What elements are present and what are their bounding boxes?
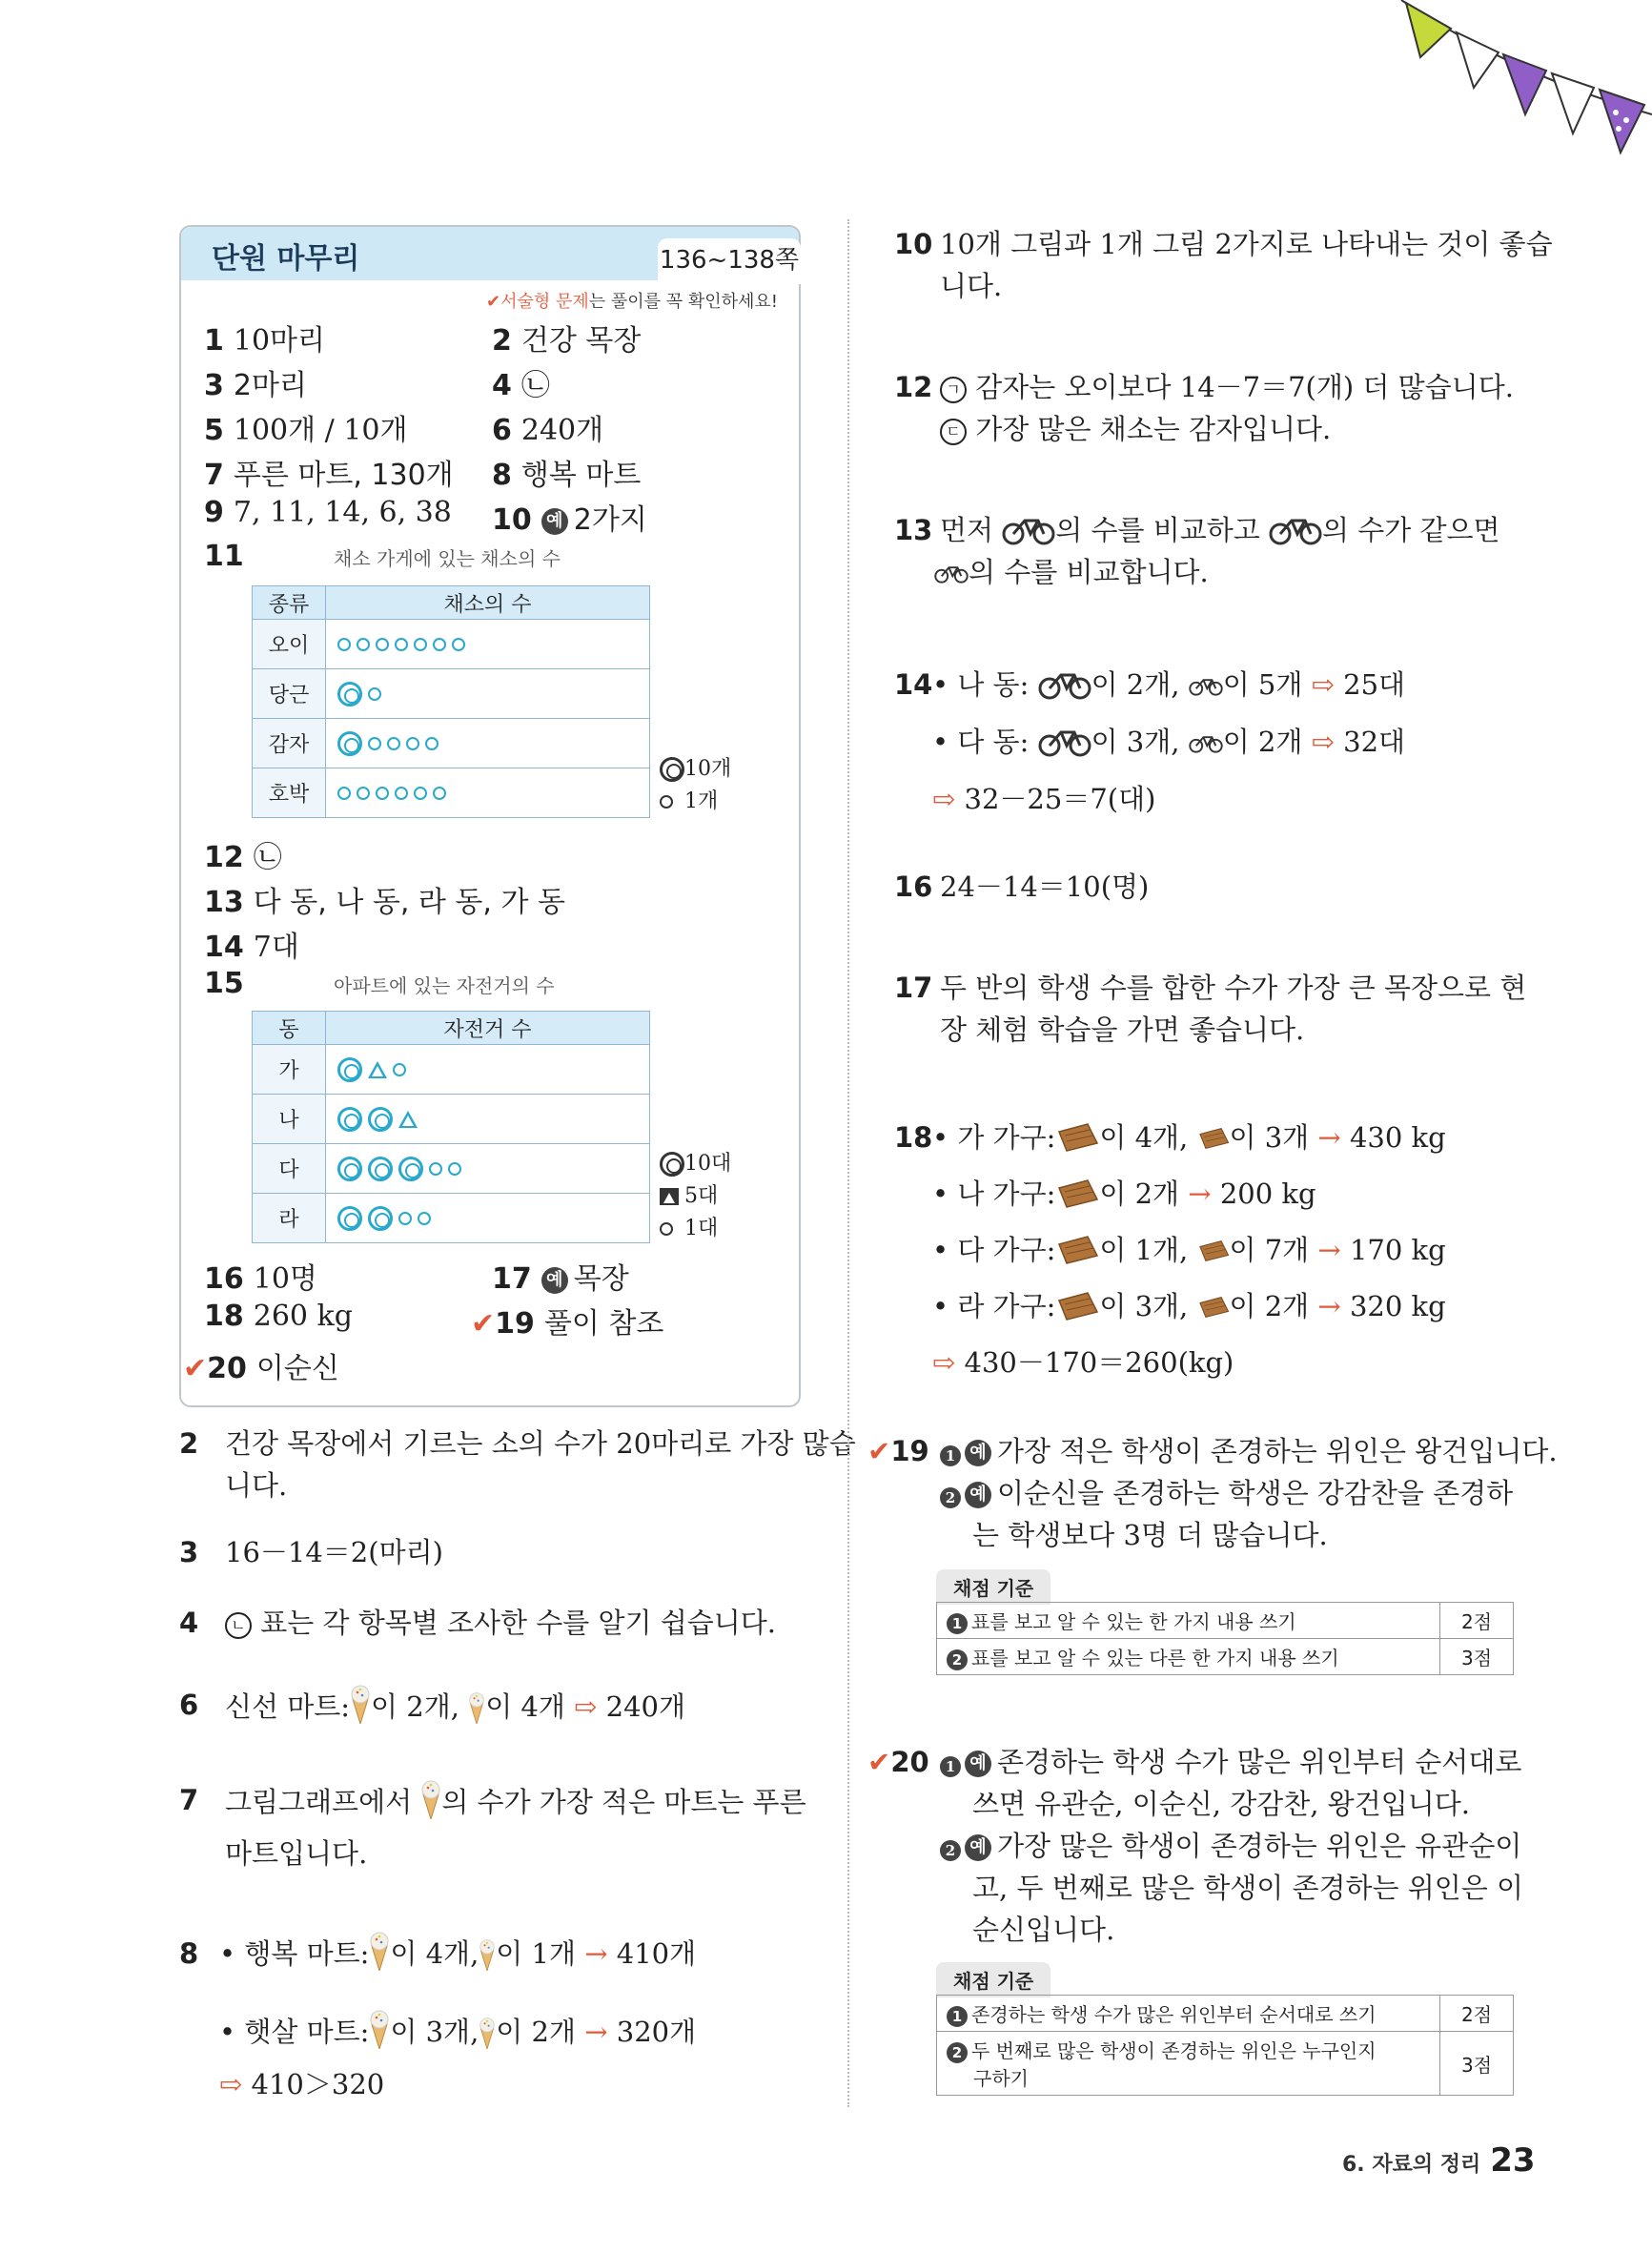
expl-17: 17 두 반의 학생 수를 합한 수가 가장 큰 목장으로 현 장 체험 학습을 가면 좋습니다. bbox=[894, 972, 1527, 1046]
answer-1: 1 10마리 bbox=[204, 324, 326, 358]
check-icon: ✔ bbox=[867, 1746, 891, 1778]
big-circle-symbol bbox=[398, 1157, 423, 1181]
triangle-symbol bbox=[398, 1111, 418, 1128]
expl-8-result: ⇨ 410＞320 bbox=[219, 2068, 385, 2100]
answer-8: 8 행복 마트 bbox=[492, 459, 642, 492]
bicycle-10-icon bbox=[1002, 513, 1055, 545]
graph-15-header-dong: 동 bbox=[253, 1012, 326, 1045]
criteria-points: 3점 bbox=[1440, 1639, 1514, 1675]
small-circle-symbol bbox=[337, 638, 351, 651]
small-circle-symbol bbox=[376, 638, 389, 651]
small-circle-symbol bbox=[337, 787, 351, 800]
graph-11-header-type: 종류 bbox=[253, 586, 326, 620]
big-circle-symbol bbox=[337, 682, 362, 707]
example-badge: 예 bbox=[965, 1482, 991, 1508]
expl-8: 8 • 행복 마트: 이 4개, 이 1개 → 410개 • 햇살 마트: 이 3개, 이 2개 → 320개 bbox=[179, 1915, 696, 2071]
answer-17: 17 예 목장 bbox=[492, 1262, 629, 1296]
answer-2: 2 건강 목장 bbox=[492, 324, 642, 358]
graph-11-row-symbols bbox=[326, 719, 650, 768]
big-circle-symbol bbox=[368, 1157, 393, 1181]
small-circle-symbol bbox=[406, 737, 419, 750]
bicycle-1-icon bbox=[1189, 673, 1223, 698]
big-circle-symbol bbox=[368, 1107, 393, 1132]
mat-100kg-icon bbox=[1055, 1291, 1099, 1321]
answer-4: 4 ㉡ bbox=[492, 369, 550, 402]
graph-15-table bbox=[252, 1011, 650, 1243]
expl-20: ✔20 1 예 존경하는 학생 수가 많은 위인부터 순서대로 쓰면 유관순, 이순신, 강감찬, 왕건입니다. 2 예 가장 많은 학생이 존경하는 위인은 유관순이 고, 두 번째로 많은 학생이 존경하는 위인은 이 순신입니다. bbox=[867, 1746, 1523, 1946]
ice-cream-10-icon bbox=[369, 2009, 390, 2049]
small-circle-symbol bbox=[414, 787, 427, 800]
check-icon: ✔ bbox=[471, 1307, 496, 1341]
check-icon: ✔ bbox=[183, 1352, 208, 1385]
answer-13: 13 다 동, 나 동, 라 동, 가 동 bbox=[204, 886, 565, 919]
mat-100kg-icon bbox=[1055, 1235, 1099, 1265]
expl-10: 10 10개 그림과 1개 그림 2가지로 나타내는 것이 좋습 니다. bbox=[894, 228, 1553, 302]
answer-15: 15 bbox=[204, 967, 244, 1000]
criteria-19-table bbox=[936, 1602, 1514, 1675]
graph-11-table bbox=[252, 585, 650, 818]
expl-4: 4 ㄴ 표는 각 항목별 조사한 수를 알기 쉽습니다. bbox=[179, 1607, 776, 1639]
graph-11-row-label: 당근 bbox=[253, 669, 326, 719]
graph-11-row-label: 오이 bbox=[253, 620, 326, 669]
expl-13: 13 먼저 의 수를 비교하고 의 수가 같으면 의 수를 비교합니다. bbox=[894, 514, 1500, 588]
column-divider bbox=[847, 219, 849, 2107]
small-circle-symbol bbox=[368, 737, 381, 750]
expl-7: 7 그림그래프에서 의 수가 가장 적은 마트는 푸른 마트입니다. bbox=[179, 1779, 806, 1884]
graph-11-row-symbols bbox=[326, 620, 650, 669]
graph-11-row-symbols bbox=[326, 768, 650, 818]
ice-cream-1-icon bbox=[479, 2017, 496, 2049]
criteria-points: 2점 bbox=[1440, 1996, 1514, 2032]
criteria-row: 2 두 번째로 많은 학생이 존경하는 위인은 누구인지 구하기 bbox=[937, 2032, 1440, 2096]
answer-box-title: 단원 마무리 bbox=[212, 242, 360, 276]
small-circle-symbol bbox=[368, 687, 381, 701]
small-circle-symbol bbox=[395, 787, 408, 800]
criteria-row: 1 존경하는 학생 수가 많은 위인부터 순서대로 쓰기 bbox=[937, 1996, 1440, 2032]
small-circle-symbol bbox=[433, 638, 446, 651]
mat-10kg-icon bbox=[1197, 1126, 1230, 1151]
small-circle-symbol bbox=[393, 1063, 406, 1076]
answer-12: 12 ㉡ bbox=[204, 841, 282, 874]
bicycle-10-icon bbox=[1269, 513, 1322, 545]
graph-15-caption: 아파트에 있는 자전거의 수 bbox=[334, 974, 555, 997]
big-circle-symbol bbox=[337, 1057, 362, 1082]
expl-19: ✔19 1 예 가장 적은 학생이 존경하는 위인은 왕건입니다. 2 예 이순신을 존경하는 학생은 강감찬을 존경하 는 학생보다 3명 더 많습니다. bbox=[867, 1435, 1558, 1551]
answer-16: 16 10명 bbox=[204, 1262, 317, 1296]
example-badge: 예 bbox=[965, 1751, 991, 1777]
mat-10kg-icon bbox=[1197, 1239, 1230, 1263]
graph-15-row-label: 다 bbox=[253, 1144, 326, 1194]
graph-11-caption: 채소 가게에 있는 채소의 수 bbox=[334, 547, 561, 570]
graph-15-legend: 10대 5대 1대 bbox=[660, 1148, 731, 1245]
criteria-20-label: 채점 기준 bbox=[936, 1962, 1050, 1997]
criteria-row: 1 표를 보고 알 수 있는 한 가지 내용 쓰기 bbox=[937, 1603, 1440, 1639]
example-badge: 예 bbox=[541, 508, 568, 535]
graph-15-row-label: 나 bbox=[253, 1095, 326, 1144]
ice-cream-10-icon bbox=[350, 1684, 371, 1724]
answer-20: ✔20 이순신 bbox=[183, 1352, 339, 1385]
example-badge: 예 bbox=[965, 1834, 991, 1861]
check-icon: ✔ bbox=[867, 1435, 891, 1467]
expl-3: 3 16－14＝2(마리) bbox=[179, 1536, 443, 1568]
criteria-points: 2점 bbox=[1440, 1603, 1514, 1639]
example-badge: 예 bbox=[965, 1440, 991, 1466]
small-circle-symbol bbox=[429, 1162, 442, 1176]
bicycle-1-icon bbox=[1189, 730, 1223, 755]
ice-cream-1-icon bbox=[479, 1938, 496, 1971]
small-circle-symbol bbox=[433, 787, 446, 800]
mat-10kg-icon bbox=[1197, 1295, 1230, 1320]
bicycle-1-icon bbox=[934, 561, 969, 585]
chapter-title: 6. 자료의 정리 bbox=[1342, 2153, 1481, 2177]
expl-14: 14 • 나 동: 이 2개, 이 5개 ⇨ 25대 • 다 동: 이 3개, 이 2개 ⇨ 32대 ⇨ 32－25＝7(대) bbox=[894, 668, 1406, 815]
graph-15-row-label: 라 bbox=[253, 1194, 326, 1243]
small-circle-symbol bbox=[418, 1212, 431, 1225]
graph-15-header-count: 자전거 수 bbox=[326, 1012, 650, 1045]
triangle-symbol bbox=[368, 1061, 387, 1078]
small-circle-symbol bbox=[425, 737, 438, 750]
expl-12: 12 ㄱ 감자는 오이보다 14－7＝7(개) 더 많습니다. ㄷ 가장 많은 채소는 감자입니다. bbox=[894, 371, 1514, 445]
ice-cream-1-icon bbox=[420, 1779, 441, 1819]
answer-19: ✔19 풀이 참조 bbox=[471, 1307, 664, 1341]
answer-11: 11 bbox=[204, 540, 244, 573]
big-circle-symbol bbox=[337, 731, 362, 756]
graph-11-row-label: 감자 bbox=[253, 719, 326, 768]
graph-15-row-symbols bbox=[326, 1144, 650, 1194]
small-circle-symbol bbox=[398, 1212, 412, 1225]
graph-11-header-count: 채소의 수 bbox=[326, 586, 650, 620]
graph-15-row-label: 가 bbox=[253, 1045, 326, 1095]
small-circle-symbol bbox=[448, 1162, 461, 1176]
answer-9: 9 7, 11, 14, 6, 38 bbox=[204, 496, 452, 529]
answer-7: 7 푸른 마트, 130개 bbox=[204, 459, 454, 492]
answer-box-header bbox=[181, 227, 799, 280]
small-circle-symbol bbox=[357, 638, 370, 651]
answer-3: 3 2마리 bbox=[204, 369, 307, 402]
big-circle-symbol bbox=[337, 1206, 362, 1231]
mat-100kg-icon bbox=[1055, 1178, 1099, 1209]
mat-100kg-icon bbox=[1055, 1122, 1099, 1153]
big-circle-symbol bbox=[337, 1157, 362, 1181]
criteria-19-label: 채점 기준 bbox=[936, 1569, 1050, 1605]
graph-11-legend: 10개 1개 bbox=[660, 753, 731, 818]
expl-16: 16 24－14＝10(명) bbox=[894, 870, 1150, 903]
big-circle-symbol bbox=[337, 1107, 362, 1132]
small-circle-symbol bbox=[414, 638, 427, 651]
small-circle-symbol bbox=[387, 737, 400, 750]
answer-box-pages: 136~138쪽 bbox=[658, 238, 801, 284]
graph-11-row-symbols bbox=[326, 669, 650, 719]
graph-15-row-symbols bbox=[326, 1095, 650, 1144]
small-circle-symbol bbox=[376, 787, 389, 800]
answer-6: 6 240개 bbox=[492, 414, 604, 447]
big-circle-symbol bbox=[368, 1206, 393, 1231]
small-circle-symbol bbox=[452, 638, 465, 651]
answer-14: 14 7대 bbox=[204, 931, 299, 964]
expl-18: 18 • 가 가구: 이 4개, 이 3개 → 430 kg • 나 가구: 이 2개 → 200 kg • 다 가구: 이 1개, 이 7개 → 170 kg • 라 가구: 이 3개, 이 2개 → 320 kg ⇨ 430－170＝260(kg) bbox=[894, 1121, 1446, 1379]
ice-cream-10-icon bbox=[369, 1931, 390, 1971]
bunting-decoration bbox=[1382, 0, 1652, 162]
criteria-row: 2 표를 보고 알 수 있는 다른 한 가지 내용 쓰기 bbox=[937, 1639, 1440, 1675]
page-footer bbox=[1342, 2141, 1536, 2180]
ice-cream-1-icon bbox=[468, 1691, 485, 1724]
small-circle-symbol bbox=[395, 638, 408, 651]
graph-15-row-symbols bbox=[326, 1194, 650, 1243]
example-badge: 예 bbox=[541, 1267, 568, 1294]
answer-box bbox=[179, 225, 801, 1407]
expl-2: 2 건강 목장에서 기르는 소의 수가 20마리로 가장 많습 니다. bbox=[179, 1427, 856, 1502]
criteria-20-table bbox=[936, 1995, 1514, 2096]
graph-11-row-label: 호박 bbox=[253, 768, 326, 818]
bicycle-10-icon bbox=[1038, 667, 1091, 700]
expl-6: 6 신선 마트: 이 2개, 이 4개 ⇨ 240개 bbox=[179, 1684, 685, 1728]
small-circle-symbol bbox=[357, 787, 370, 800]
answer-5: 5 100개 / 10개 bbox=[204, 414, 408, 447]
page-number: 23 bbox=[1490, 2141, 1536, 2180]
answer-10: 10 예 2가지 bbox=[492, 503, 647, 537]
notice: ✔서술형 문제는 풀이를 꼭 확인하세요! bbox=[486, 292, 779, 312]
graph-15-row-symbols bbox=[326, 1045, 650, 1095]
answer-18: 18 260 kg bbox=[204, 1300, 353, 1333]
criteria-points: 3점 bbox=[1440, 2032, 1514, 2096]
bicycle-10-icon bbox=[1038, 725, 1091, 757]
